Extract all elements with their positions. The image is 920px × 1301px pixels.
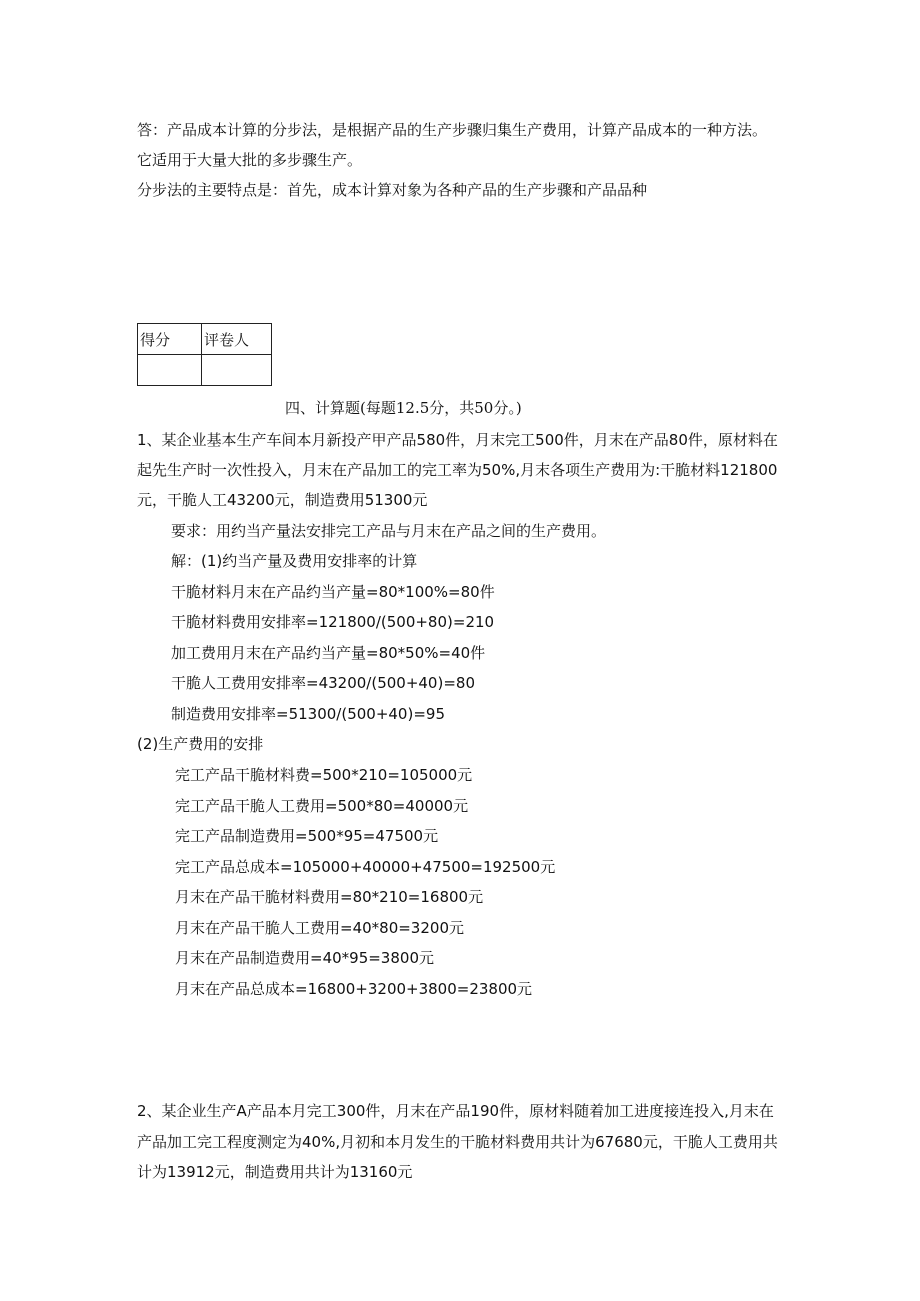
q1-requirement: 要求：用约当产量法安排完工产品与月末在产品之间的生产费用。: [171, 522, 607, 540]
answer-line-3: 分步法的主要特点是：首先，成本计算对象为各种产品的生产步骤和产品品种: [137, 181, 648, 199]
section-title: 四、计算题(每题12.5分，共50分。): [285, 399, 522, 417]
q1-alloc-5: 月末在产品干脆材料费用=80*210=16800元: [175, 888, 484, 906]
answer-line-1: 答：产品成本计算的分步法，是根据产品的生产步骤归集生产费用，计算产品成本的一种方法。: [137, 121, 768, 139]
q1-alloc-8: 月末在产品总成本=16800+3200+3800=23800元: [175, 980, 533, 998]
q1-solution-5: 干脆人工费用安排率=43200/(500+40)=80: [171, 674, 475, 692]
q1-solution-6: 制造费用安排率=51300/(500+40)=95: [171, 705, 445, 723]
q1-alloc-4: 完工产品总成本=105000+40000+47500=192500元: [175, 858, 556, 876]
q2-line-2: 产品加工完工程度测定为40%,月初和本月发生的干脆材料费用共计为67680元，干脆人工费用共: [137, 1133, 778, 1151]
q1-solution-3: 干脆材料费用安排率=121800/(500+80)=210: [171, 613, 495, 631]
score-table: [137, 323, 272, 386]
q1-line-1: 1、某企业基本生产车间本月新投产甲产品580件，月末完工500件，月末在产品80件，原材料在: [137, 431, 778, 449]
q1-alloc-1: 完工产品干脆材料费=500*210=105000元: [175, 766, 473, 784]
q1-line-3: 元，干脆人工43200元，制造费用51300元: [137, 491, 428, 509]
q1-solution-4: 加工费用月末在产品约当产量=80*50%=40件: [171, 644, 486, 662]
q1-alloc-6: 月末在产品干脆人工费用=40*80=3200元: [175, 919, 464, 937]
q1-part-2: (2)生产费用的安排: [137, 735, 264, 753]
q1-solution-1: 解：(1)约当产量及费用安排率的计算: [171, 552, 418, 570]
q2-line-1: 2、某企业生产A产品本月完工300件，月末在产品190件，原材料随着加工进度接连投入,月末在: [137, 1102, 774, 1120]
q1-alloc-2: 完工产品干脆人工费用=500*80=40000元: [175, 797, 469, 815]
q1-line-2: 起先生产时一次性投入，月末在产品加工的完工率为50%,月末各项生产费用为:干脆材料121800: [137, 461, 778, 479]
q1-alloc-7: 月末在产品制造费用=40*95=3800元: [175, 949, 434, 967]
answer-line-2: 它适用于大量大批的多步骤生产。: [137, 151, 363, 169]
q2-line-3: 计为13912元，制造费用共计为13160元: [137, 1163, 413, 1181]
grader-cell: [202, 355, 272, 386]
q1-alloc-3: 完工产品制造费用=500*95=47500元: [175, 827, 439, 845]
q1-solution-2: 干脆材料月末在产品约当产量=80*100%=80件: [171, 583, 495, 601]
score-header: 得分: [138, 324, 202, 355]
grader-header: 评卷人: [202, 324, 272, 355]
score-cell: [138, 355, 202, 386]
